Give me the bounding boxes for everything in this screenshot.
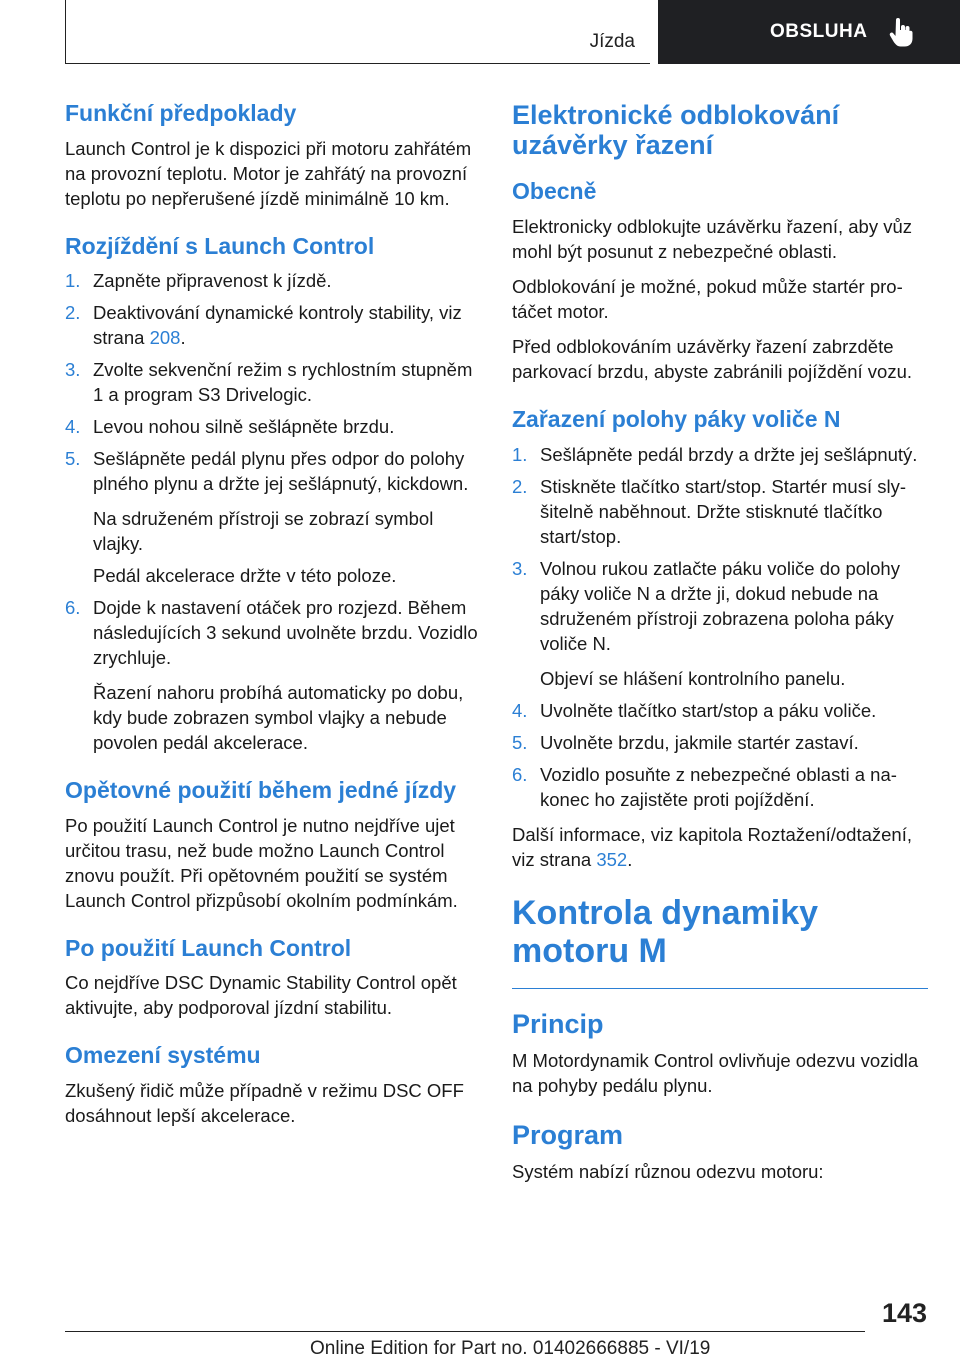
paragraph-end: . — [627, 848, 633, 870]
step-text-part: Deaktivování dynamické kontroly stability, viz strana — [93, 302, 462, 349]
heading-principle: Princip — [512, 1008, 604, 1039]
step-note: Na sdruženém přístroji se zobrazí symbol vlajky. — [93, 508, 434, 555]
list-item — [65, 357, 481, 407]
paragraph: Odblokování je možné, pokud může startér protáčet motor. — [512, 276, 903, 323]
step-number: 1. — [65, 270, 81, 292]
step-note: Pedál akcelerace držte v této poloze. — [93, 565, 397, 587]
step-text: Dojde k nastavení otáček pro rozjezd. Během následujících 3 sekund uvolněte brzdu. Vozidlo zrychluje. — [93, 597, 478, 669]
step-text: Sešlápněte pedál brzdy a držte jej sešlápnutý. — [540, 443, 918, 465]
step-number: 3. — [512, 557, 528, 579]
list-item — [65, 268, 481, 293]
list-item — [512, 442, 928, 467]
paragraph: Po použití Launch Control je nutno nejdříve ujet určitou trasu, než bude možno Launch Control znovu použít. Při opětovném použití se systém Launch Control přizpůsobí okolním podmínkám. — [65, 814, 458, 911]
step-text: Levou nohou silně sešlápněte brzdu. — [93, 416, 395, 438]
step-number: 5. — [512, 731, 528, 753]
step-note: Řazení nahoru probíhá automaticky po dobu, kdy bude zobrazen symbol vlajky a nebude povolen pedál akcelerace. — [93, 682, 464, 754]
right-column — [512, 100, 928, 1206]
steps-list — [65, 268, 481, 496]
list-item — [512, 556, 928, 656]
list-item — [65, 300, 481, 350]
heading-after-use: Po použití Launch Control — [65, 934, 352, 961]
paragraph: Systém nabízí různou odezvu motoru: — [512, 1160, 824, 1182]
step-number: 3. — [65, 359, 81, 381]
paragraph: Před odblokováním uzávěrky řazení zabrzděte parkovací brzdu, abyste zabránili pojíždění vozu. — [512, 336, 913, 383]
step-number: 4. — [512, 699, 528, 721]
heading-reuse: Opětovné použití během jedné jízdy — [65, 777, 457, 804]
heading-general: Obecně — [512, 178, 597, 205]
heading-engine-dynamics: Kontrola dynamiky motoru M — [512, 893, 819, 970]
list-item — [65, 446, 481, 496]
step-note: Objeví se hlášení kontrolního panelu. — [540, 667, 846, 689]
footer-rule — [65, 1331, 865, 1332]
step-text: Uvolněte brzdu, jakmile startér zastaví. — [540, 731, 859, 753]
page-link[interactable]: 352 — [596, 848, 628, 870]
chapter-tab[interactable] — [658, 0, 960, 64]
step-text: Vozidlo posuňte z nebezpečné oblasti a nakonec ho zajistěte proti pojíždění. — [540, 763, 897, 810]
heading-program: Program — [512, 1119, 624, 1150]
paragraph: Zkušený řidič může případně v režimu DSC OFF dosáhnout lepší akcelerace. — [65, 1079, 464, 1126]
step-number: 2. — [512, 475, 528, 497]
step-text-end: . — [180, 327, 186, 349]
step-text: Volnou rukou zatlačte páku voliče do polohy páky voliče N a držte ji, dokud nebude na sdruženém přístroji zobrazena poloha páky voliče N. — [540, 557, 900, 654]
header-rule-vertical — [65, 0, 66, 64]
page-number: 143 — [881, 1298, 927, 1328]
step-number: 6. — [512, 763, 528, 785]
step-text: Stiskněte tlačítko start/stop. Startér musí slyšitelně naběhnout. Držte stisknuté tlačítko start/stop. — [540, 475, 907, 547]
step-number: 2. — [65, 302, 81, 324]
step-number: 4. — [65, 416, 81, 438]
step-number: 1. — [512, 443, 528, 465]
list-item — [512, 698, 928, 723]
edition-footer: Online Edition for Part no. 01402666885 - VI/19 — [310, 1338, 711, 1359]
paragraph: Launch Control je k dispozici při motoru zahřátém na provozní teplotu. Motor je zahřátý na provozní teplotu po nepřerušené jízdě minimálně 10 km. — [65, 137, 472, 209]
list-item — [512, 762, 928, 812]
heading-rule — [512, 988, 928, 989]
paragraph — [512, 822, 928, 872]
steps-list — [512, 442, 928, 656]
step-text: Zapněte připravenost k jízdě. — [93, 270, 332, 292]
step-text — [93, 300, 481, 350]
steps-list-cont — [65, 595, 481, 670]
header-rule-horizontal — [65, 63, 650, 64]
paragraph-text: Další informace, viz kapitola Roztažení/odtažení, viz strana — [512, 823, 912, 870]
left-column — [65, 100, 481, 1150]
paragraph: Elektronicky odblokujte uzávěrku řazení, aby vůz mohl být posunut z nebezpečné oblasti. — [512, 216, 913, 263]
list-item — [512, 474, 928, 549]
heading-limits: Omezení systému — [65, 1042, 261, 1069]
heading-shift-lock: Elektronické odblokování uzávěrky řazení — [512, 100, 840, 161]
paragraph: M Motordynamik Control ovlivňuje odezvu vozidla na pohyby pedálu plynu. — [512, 1049, 919, 1096]
steps-list-cont — [512, 698, 928, 812]
list-item — [512, 730, 928, 755]
step-text: Uvolněte tlačítko start/stop a páku voliče. — [540, 699, 877, 721]
list-item — [65, 414, 481, 439]
heading-neutral: Zařazení polohy páky voliče N — [512, 406, 841, 433]
step-text: Zvolte sekvenční režim s rychlostním stupněm 1 a program S3 Drivelogic. — [93, 359, 473, 406]
hand-pointer-icon — [889, 17, 913, 47]
list-item — [65, 595, 481, 670]
chapter-tab-label: OBSLUHA — [770, 21, 868, 42]
heading-prerequisites: Funkční předpoklady — [65, 100, 297, 126]
paragraph: Co nejdříve DSC Dynamic Stability Control opět aktivujte, aby podporoval jízdní stabilitu. — [65, 972, 457, 1019]
step-number: 5. — [65, 448, 81, 470]
page-link[interactable]: 208 — [149, 327, 181, 349]
step-text: Sešlápněte pedál plynu přes odpor do polohy plného plynu a držte jej sešlápnutý, kickdown. — [93, 448, 469, 495]
heading-launch: Rozjíždění s Launch Control — [65, 232, 375, 259]
step-number: 6. — [65, 597, 81, 619]
section-label: Jízda — [589, 31, 635, 52]
